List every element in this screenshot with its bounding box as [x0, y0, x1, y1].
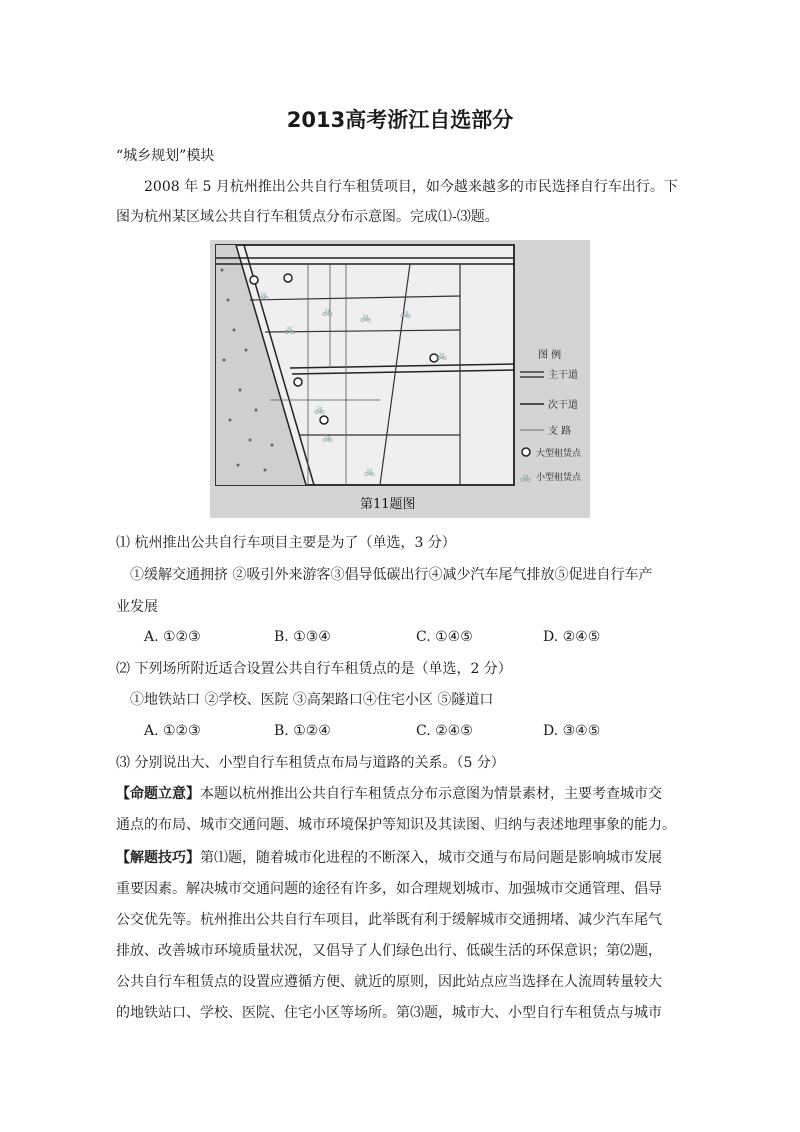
analysis-paragraph-1-line-1: [116, 784, 662, 804]
intro-line-1: 2008 年 5 月杭州推出公共自行车租赁项目，如今越来越多的市民选择自行车出行。下: [144, 179, 678, 195]
analysis-line-2: 重要因素。解决城市交通问题的途径有许多，如合理规划城市、加强城市交通管理、倡导: [116, 881, 662, 897]
analysis-text-1a: 本题以杭州推出公共自行车租赁点分布示意图为情景素材，主要考查城市交: [200, 786, 662, 802]
svg-text:🚲: 🚲: [436, 351, 448, 361]
analysis-line-4: 排放、改善城市环境质量状况，又倡导了人们绿色出行、低碳生活的环保意识；第⑵题，: [116, 943, 662, 959]
module-heading: “城乡规划”模块: [116, 148, 215, 164]
q2-option-b: B. ①②④: [274, 723, 331, 739]
legend-title: 图 例: [538, 350, 562, 361]
svg-text:🚲: 🚲: [360, 313, 372, 323]
q1-items-line-1: ①缓解交通拥挤 ②吸引外来游客③倡导低碳出行④减少汽车尾气排放⑤促进自行车产: [130, 567, 653, 583]
svg-text:🚲: 🚲: [314, 405, 326, 415]
page-title: 2013高考浙江自选部分: [286, 108, 514, 132]
q2-option-d: D. ③④⑤: [543, 723, 601, 739]
legend-bicycle-icon: 🚲: [520, 473, 532, 483]
analysis-text-2a: 第⑴题，随着城市化进程的不断深入，城市交通与布局问题是影响城市发展: [200, 850, 662, 866]
q1-stem: ⑴ 杭州推出公共自行车项目主要是为了（单选，3 分）: [116, 535, 456, 551]
legend-secondary-road: 次干道: [548, 400, 578, 411]
figure-caption: 第11题图: [360, 497, 416, 512]
svg-text:🚲: 🚲: [322, 433, 334, 443]
analysis-paragraph-1-line-2: 通点的布局、城市交通问题、城市环境保护等知识及其读图、归纳与表述地理事象的能力。: [116, 817, 676, 833]
q1-option-a: A. ①②③: [144, 629, 201, 645]
q2-items: ①地铁站口 ②学校、医院 ③高架路口④住宅小区 ⑤隧道口: [130, 692, 494, 708]
q1-option-d: D. ②④⑤: [543, 629, 601, 645]
q1-items-line-2: 业发展: [116, 599, 158, 615]
analysis-paragraph-2-line-1: [116, 848, 662, 868]
analysis-line-5: 公共自行车租赁点的设置应遵循方便、就近的原则，因此站点应当选择在人流周转量较大: [116, 974, 662, 990]
q2-stem: ⑵ 下列场所附近适合设置公共自行车租赁点的是（单选，2 分）: [116, 661, 512, 677]
analysis-line-3: 公交优先等。杭州推出公共自行车项目，此举既有利于缓解城市交通拥堵、减少汽车尾气: [116, 912, 662, 928]
svg-text:🚲: 🚲: [284, 325, 296, 335]
analysis-label-intent: 【命题立意】: [116, 786, 200, 802]
svg-text:🚲: 🚲: [322, 307, 334, 317]
legend-small-rental: 小型租赁点: [536, 473, 582, 483]
svg-text:🚲: 🚲: [400, 309, 412, 319]
intro-line-2: 图为杭州某区域公共自行车租赁点分布示意图。完成⑴-⑶题。: [116, 209, 499, 225]
svg-text:🚲: 🚲: [364, 467, 376, 477]
q1-option-b: B. ①③④: [274, 629, 331, 645]
legend-large-rental: 大型租赁点: [536, 449, 582, 459]
q3-stem: ⑶ 分别说出大、小型自行车租赁点布局与道路的关系。（5 分）: [116, 755, 505, 771]
legend-branch-road: 支 路: [548, 426, 572, 437]
analysis-line-6: 的地铁站口、学校、医院、住宅小区等场所。第⑶题，城市大、小型自行车租赁点与城市: [116, 1005, 662, 1021]
q2-option-a: A. ①②③: [144, 723, 201, 739]
analysis-label-technique: 【解题技巧】: [116, 850, 200, 866]
legend-main-road: 主干道: [548, 370, 578, 381]
bicycle-rental-map: [210, 240, 590, 518]
svg-text:🚲: 🚲: [258, 291, 270, 301]
q2-option-c: C. ②④⑤: [416, 723, 473, 739]
legend-large-rental-circle: [522, 448, 530, 456]
q1-option-c: C. ①④⑤: [416, 629, 473, 645]
